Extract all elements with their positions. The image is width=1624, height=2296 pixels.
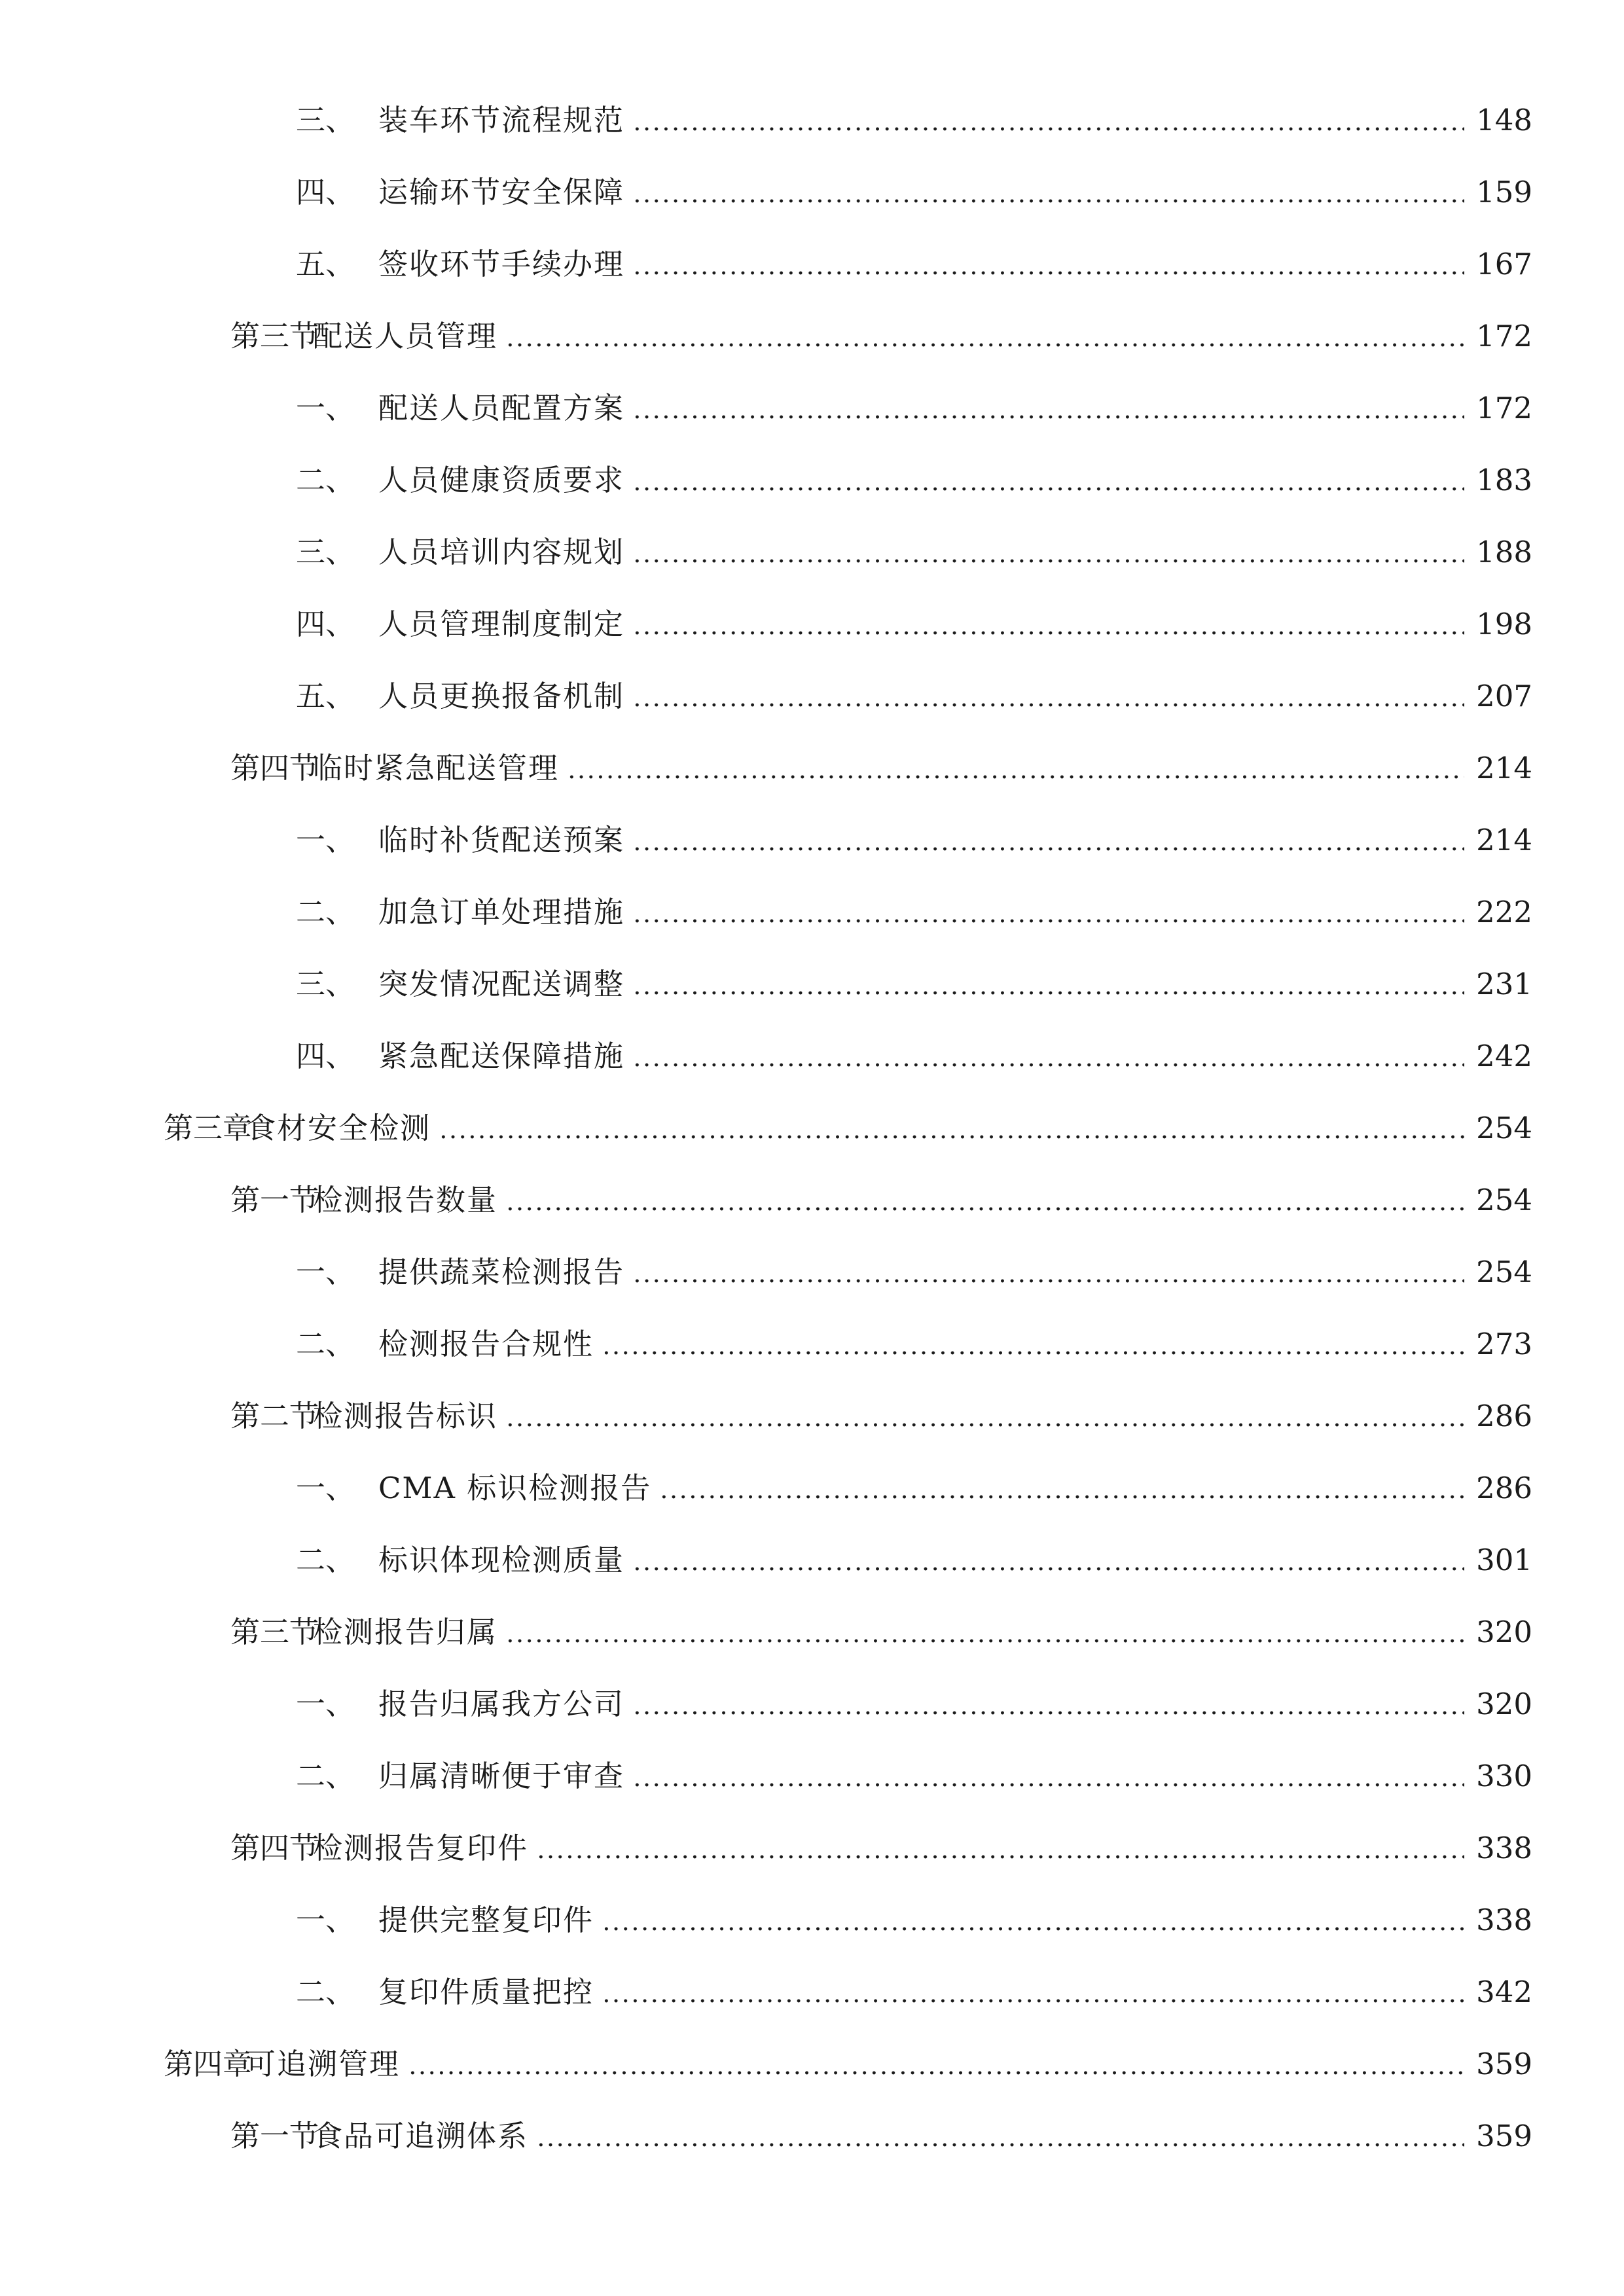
dot-leader [602, 1351, 1464, 1355]
toc-entry[interactable] [296, 97, 1532, 144]
toc-entry-title: 检测报告复印件 [313, 1831, 529, 1865]
toc-entry-number: 二、 [296, 463, 355, 497]
dot-leader [632, 127, 1464, 131]
toc-entry-title: 突发情况配送调整 [378, 967, 625, 1001]
toc-entry-page: 338 [1476, 1831, 1532, 1865]
toc-entry-number: 五、 [296, 679, 355, 713]
dot-leader [632, 487, 1464, 491]
toc-entry-number: 第四章 [164, 2047, 253, 2081]
toc-entry-number: 一、 [296, 1471, 355, 1505]
toc-entry[interactable] [296, 673, 1532, 720]
toc-entry-page: 320 [1476, 1615, 1532, 1649]
dot-leader [408, 2071, 1464, 2075]
toc-entry[interactable] [296, 1465, 1532, 1512]
dot-leader [567, 775, 1464, 779]
toc-entry-title: 食材安全检测 [246, 1111, 431, 1145]
toc-entry-number: 一、 [296, 823, 355, 857]
toc-entry[interactable] [296, 169, 1532, 216]
toc-entry-page: 254 [1476, 1255, 1532, 1289]
toc-entry-number: 二、 [296, 1759, 355, 1793]
toc-entry-page: 231 [1476, 967, 1532, 1001]
toc-entry-title: 加急订单处理措施 [378, 895, 625, 929]
toc-entry-number: 第一节 [230, 2119, 319, 2153]
toc-entry[interactable] [230, 1177, 1532, 1224]
toc-entry-page: 198 [1476, 607, 1532, 641]
dot-leader [632, 703, 1464, 707]
toc-entry-title: 运输环节安全保障 [378, 175, 625, 209]
toc-entry[interactable] [230, 745, 1532, 792]
toc-entry-title: 提供完整复印件 [378, 1903, 594, 1937]
dot-leader [632, 919, 1464, 923]
dot-leader [505, 1639, 1464, 1643]
toc-entry-page: 188 [1476, 535, 1532, 569]
toc-entry-title: 签收环节手续办理 [378, 247, 625, 281]
toc-entry-number: 二、 [296, 1975, 355, 2009]
toc-entry[interactable] [230, 1393, 1532, 1440]
toc-entry-number: 五、 [296, 247, 355, 281]
toc-entry-number: 三、 [296, 103, 355, 137]
dot-leader [659, 1495, 1464, 1499]
toc-entry-title: 检测报告标识 [313, 1399, 498, 1433]
toc-entry-number: 三、 [296, 967, 355, 1001]
toc-entry-number: 一、 [296, 1687, 355, 1721]
toc-entry[interactable] [230, 1609, 1532, 1656]
toc-entry-title: 人员管理制度制定 [378, 607, 625, 641]
toc-entry-page: 214 [1476, 751, 1532, 785]
dot-leader [505, 1207, 1464, 1211]
toc-entry-number: 一、 [296, 391, 355, 425]
toc-entry-page: 330 [1476, 1759, 1532, 1793]
toc-entry-title: 检测报告合规性 [378, 1327, 594, 1361]
toc-entry-title: 检测报告数量 [313, 1183, 498, 1217]
toc-entry[interactable] [230, 1825, 1532, 1872]
toc-entry-page: 254 [1476, 1111, 1532, 1145]
toc-entry[interactable] [296, 1249, 1532, 1296]
toc-entry-number: 第一节 [230, 1183, 319, 1217]
toc-entry-page: 172 [1476, 319, 1532, 353]
toc-entry[interactable] [164, 2041, 1532, 2088]
dot-leader [536, 1855, 1464, 1859]
toc-entry-title: 食品可追溯体系 [313, 2119, 529, 2153]
toc-entry-number: 第二节 [230, 1399, 319, 1433]
toc-entry[interactable] [296, 529, 1532, 576]
toc-entry-page: 286 [1476, 1399, 1532, 1433]
toc-entry-number: 四、 [296, 607, 355, 641]
toc-entry-page: 159 [1476, 175, 1532, 209]
dot-leader [632, 199, 1464, 203]
dot-leader [439, 1135, 1464, 1139]
dot-leader [505, 343, 1464, 347]
toc-entry-number: 二、 [296, 1543, 355, 1577]
toc-entry-page: 359 [1476, 2047, 1532, 2081]
toc-entry-number: 第三节 [230, 1615, 319, 1649]
toc-entry[interactable] [230, 2113, 1532, 2160]
dot-leader [632, 1567, 1464, 1571]
toc-entry[interactable] [296, 241, 1532, 288]
toc-entry-number: 第四节 [230, 1831, 319, 1865]
toc-entry-title: 提供蔬菜检测报告 [378, 1255, 625, 1289]
toc-entry-page: 286 [1476, 1471, 1532, 1505]
dot-leader [632, 559, 1464, 563]
toc-entry[interactable] [296, 889, 1532, 936]
toc-entry-title: 标识体现检测质量 [378, 1543, 625, 1577]
dot-leader [602, 1999, 1464, 2003]
toc-entry-page: 214 [1476, 823, 1532, 857]
toc-entry-title: 配送人员管理 [313, 319, 498, 353]
toc-entry-page: 359 [1476, 2119, 1532, 2153]
toc-entry-page: 320 [1476, 1687, 1532, 1721]
toc-entry-number: 一、 [296, 1255, 355, 1289]
toc-entry-title: 检测报告归属 [313, 1615, 498, 1649]
toc-entry-page: 338 [1476, 1903, 1532, 1937]
toc-entry[interactable] [296, 961, 1532, 1008]
toc-entry[interactable] [296, 1969, 1532, 2016]
toc-entry-number: 二、 [296, 1327, 355, 1361]
toc-entry-title: 可追溯管理 [246, 2047, 401, 2081]
toc-entry-title: 人员更换报备机制 [378, 679, 625, 713]
toc-entry-page: 183 [1476, 463, 1532, 497]
toc-entry[interactable] [296, 457, 1532, 504]
toc-entry[interactable] [296, 1033, 1532, 1080]
toc-entry-title: 归属清晰便于审查 [378, 1759, 625, 1793]
toc-entry-page: 167 [1476, 247, 1532, 281]
toc-entry-page: 342 [1476, 1975, 1532, 2009]
dot-leader [632, 847, 1464, 851]
toc-entry[interactable] [296, 385, 1532, 432]
toc-entry-title: 人员培训内容规划 [378, 535, 625, 569]
toc-entry[interactable] [296, 1321, 1532, 1368]
toc-entry-page: 301 [1476, 1543, 1532, 1577]
toc-entry-page: 273 [1476, 1327, 1532, 1361]
toc-entry-number: 第三章 [164, 1111, 253, 1145]
toc-entry-page: 148 [1476, 103, 1532, 137]
toc-entry-title: 紧急配送保障措施 [378, 1039, 625, 1073]
toc-entry-number: 一、 [296, 1903, 355, 1937]
toc-entry[interactable] [296, 817, 1532, 864]
dot-leader [602, 1927, 1464, 1931]
toc-entry-title: 报告归属我方公司 [378, 1687, 625, 1721]
toc-entry-title: CMA 标识检测报告 [378, 1471, 652, 1505]
toc-entry[interactable] [296, 1681, 1532, 1728]
toc-entry-title: 装车环节流程规范 [378, 103, 625, 137]
toc-entry-title: 人员健康资质要求 [378, 463, 625, 497]
toc-entry-title: 临时紧急配送管理 [313, 751, 560, 785]
toc-entry[interactable] [164, 1105, 1532, 1152]
toc-entry-number: 第三节 [230, 319, 319, 353]
dot-leader [632, 1711, 1464, 1715]
toc-entry-number: 二、 [296, 895, 355, 929]
toc-entry-title: 临时补货配送预案 [378, 823, 625, 857]
dot-leader [632, 1063, 1464, 1067]
toc-entry[interactable] [296, 1753, 1532, 1800]
dot-leader [632, 991, 1464, 995]
toc-entry-number: 四、 [296, 175, 355, 209]
toc-entry-number: 三、 [296, 535, 355, 569]
toc-entry-page: 172 [1476, 391, 1532, 425]
dot-leader [632, 271, 1464, 275]
toc-entry-page: 254 [1476, 1183, 1532, 1217]
toc-entry[interactable] [296, 1537, 1532, 1584]
dot-leader [632, 415, 1464, 419]
toc-entry-number: 四、 [296, 1039, 355, 1073]
toc-entry-title: 配送人员配置方案 [378, 391, 625, 425]
dot-leader [505, 1423, 1464, 1427]
toc-entry[interactable] [296, 601, 1532, 648]
dot-leader [536, 2143, 1464, 2147]
toc-entry-number: 第四节 [230, 751, 319, 785]
toc-entry[interactable] [230, 313, 1532, 360]
toc-entry-page: 207 [1476, 679, 1532, 713]
toc-entry[interactable] [296, 1897, 1532, 1944]
toc-entry-page: 242 [1476, 1039, 1532, 1073]
dot-leader [632, 631, 1464, 635]
toc-entry-title: 复印件质量把控 [378, 1975, 594, 2009]
toc-entry-page: 222 [1476, 895, 1532, 929]
dot-leader [632, 1279, 1464, 1283]
dot-leader [632, 1783, 1464, 1787]
